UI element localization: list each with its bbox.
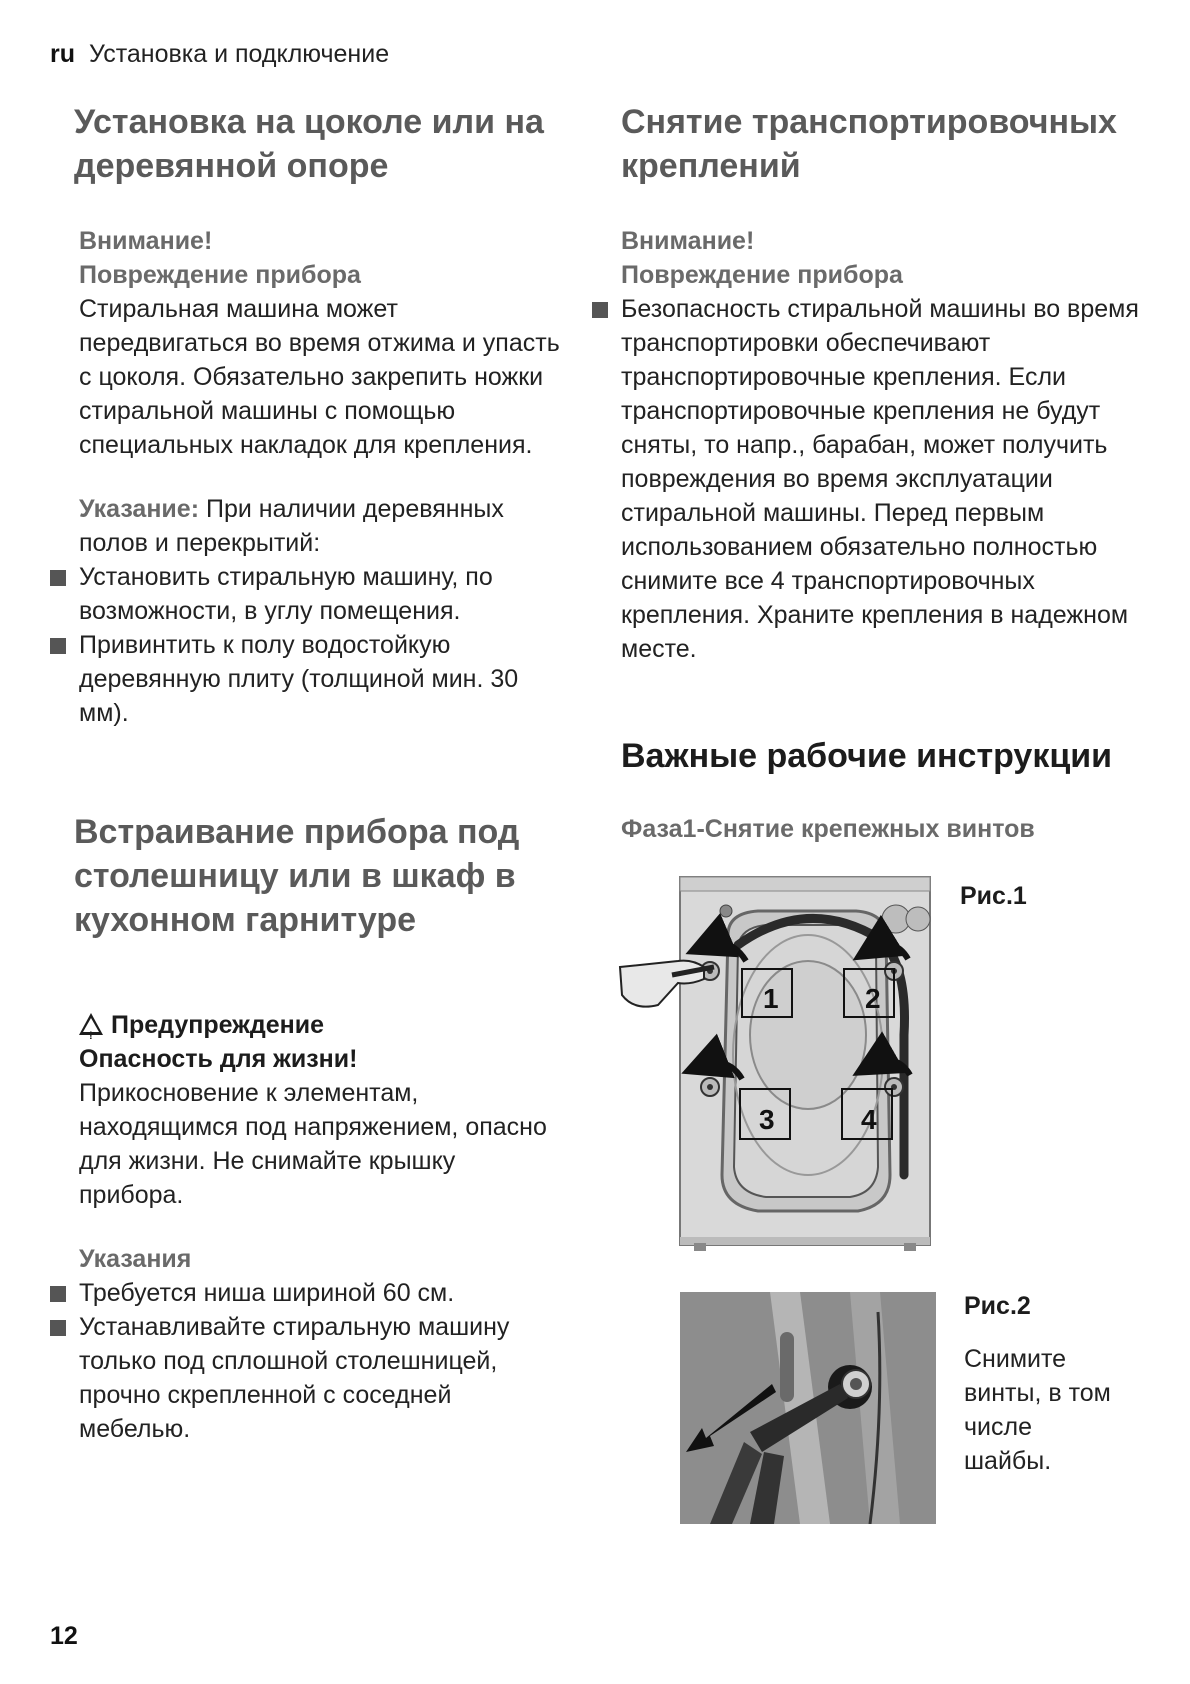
figure-2-caption: Рис.2	[964, 1292, 1031, 1320]
plinth-note	[50, 492, 560, 560]
plinth-warning-text: Стиральная машина может передвигаться во время отжима и упасть с цоколя. Обязательно закрепить ножки стиральной машины с помощью специальных накладок для крепления.	[79, 295, 560, 459]
attention-label: Внимание!	[79, 227, 213, 255]
note-label: Указание:	[79, 495, 200, 523]
list-item: Требуется ниша шириной 60 см.	[50, 1276, 560, 1310]
section-title-instructions: Важные рабочие инструкции	[621, 737, 1113, 775]
figure-label-1: 1	[763, 983, 779, 1014]
figure-label-2: 2	[865, 983, 881, 1014]
danger-text: Прикосновение к элементам, находящимся под напряжением, опасно для жизни. Не снимайте крышку прибора.	[79, 1079, 547, 1209]
language-code: ru	[50, 40, 75, 68]
note-text: При наличии деревянных полов и перекрытий:	[79, 495, 504, 557]
section-title-transport: Снятие транспортировочных креплений	[621, 103, 1117, 185]
figure-2-pliers	[680, 1292, 936, 1524]
damage-label: Повреждение прибора	[621, 261, 903, 289]
plinth-bullet-list	[50, 560, 560, 730]
figure-1-caption: Рис.1	[960, 882, 1027, 910]
built-in-bullet-list	[50, 1276, 560, 1446]
list-item: Установить стиральную машину, по возможности, в углу помещения.	[50, 560, 560, 628]
left-column	[50, 100, 560, 1446]
phase-label: Фаза1-Снятие крепежных винтов	[621, 815, 1035, 843]
figure-2-instruction: Снимите винты, в том числе шайбы.	[964, 1345, 1111, 1475]
page-header	[50, 40, 389, 69]
page-number: 12	[50, 1622, 78, 1650]
figure-label-3: 3	[759, 1104, 775, 1135]
header-title: Установка и подключение	[89, 40, 390, 68]
list-item: Привинтить к полу водостойкую деревянную плиту (толщиной мин. 30 мм).	[50, 628, 560, 730]
attention-label: Внимание!	[621, 227, 755, 255]
section-title-built-in: Встраивание прибора под столешницу или в шкаф в кухонном гарнитуре	[74, 813, 520, 939]
list-item: Устанавливайте стиральную машину только под сплошной столешницей, прочно скрепленной с соседней мебелью.	[50, 1310, 560, 1446]
machine-back-illustration	[618, 875, 938, 1255]
right-column	[592, 100, 1152, 846]
figure-label-4: 4	[861, 1104, 877, 1135]
warning-triangle-icon	[79, 1013, 103, 1035]
section-title-plinth: Установка на цоколе или на деревянной опоре	[74, 103, 544, 185]
warning-heading: !Предупреждение	[50, 1008, 560, 1042]
damage-label: Повреждение прибора	[79, 261, 361, 289]
transport-bullet-list	[592, 292, 1152, 666]
pliers-illustration	[680, 1292, 936, 1524]
danger-label: Опасность для жизни!	[79, 1045, 358, 1073]
figure-1-machine-back	[618, 875, 938, 1255]
list-item: Безопасность стиральной машины во время транспортировки обеспечивают транспортировочные крепления. Если транспортировочные крепления не будут сняты, то напр., барабан, может получить повреждения во время эксплуатации стиральной машины. Перед первым использованием обязательно полностью снимите все 4 транспортировочных крепления. Храните крепления в надежном месте.	[592, 292, 1152, 666]
notes-label: Указания	[79, 1245, 192, 1273]
